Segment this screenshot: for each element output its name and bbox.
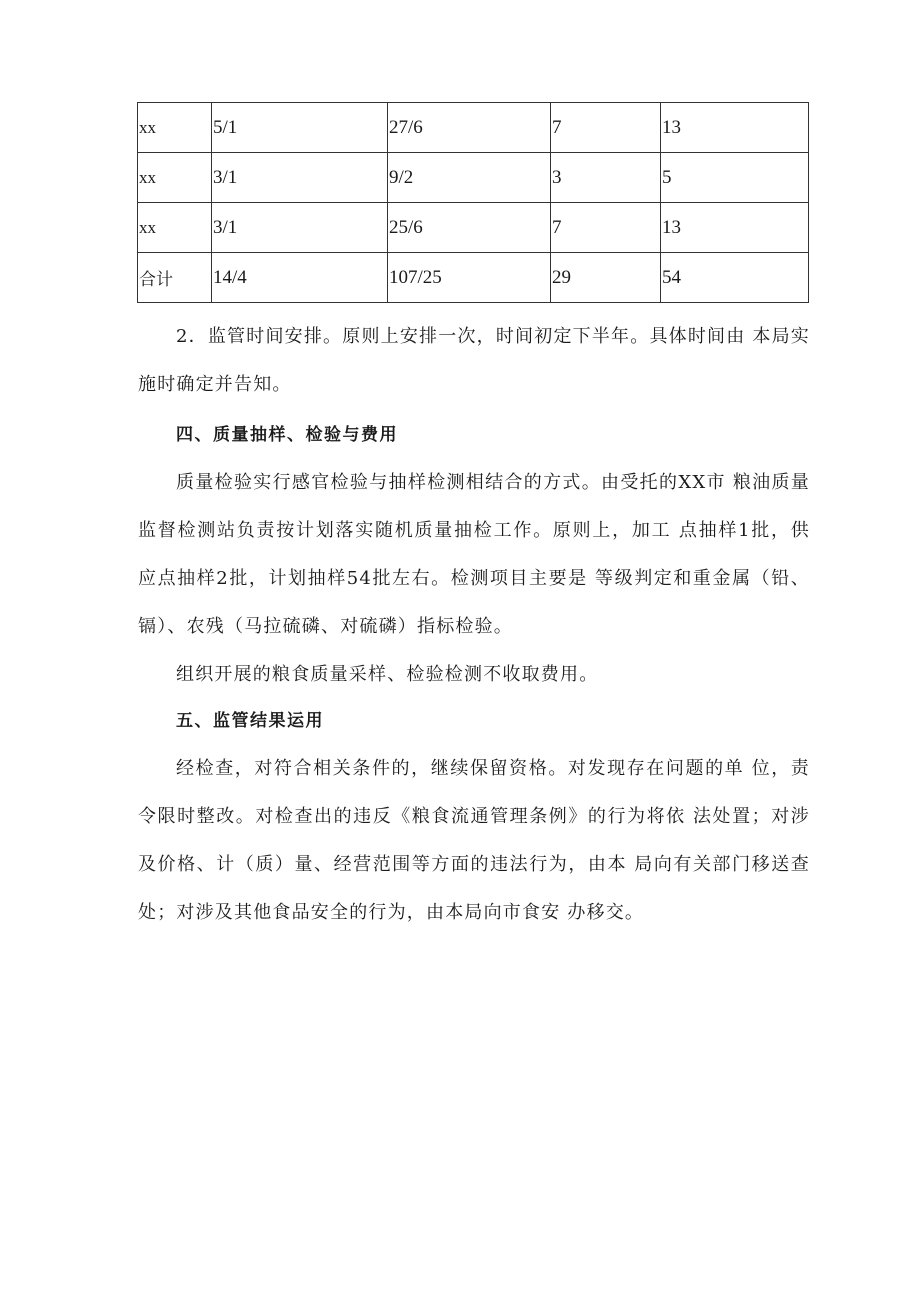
table-cell: 54 (661, 253, 809, 303)
table-row (138, 103, 809, 153)
table-cell: 13 (661, 203, 809, 253)
table-cell: 13 (661, 103, 809, 153)
table-cell: 3 (551, 153, 661, 203)
fee-paragraph: 组织开展的粮食质量采样、检验检测不收取费用。 (176, 664, 599, 685)
table-cell-unit: xx (138, 153, 212, 203)
table-cell-total-label: 合计 (138, 253, 212, 303)
section-heading-sampling: 四、质量抽样、检验与费用 (176, 425, 398, 445)
section-heading-results: 五、监管结果运用 (176, 711, 324, 731)
table-cell: 29 (551, 253, 661, 303)
timing-paragraph: 2．监管时间安排。原则上安排一次，时间初定下半年。具体时间由 本局实施时确定并告知。 (138, 326, 810, 395)
table-cell: 5/1 (212, 103, 388, 153)
table-cell-unit: xx (138, 103, 212, 153)
table-cell: 107/25 (388, 253, 551, 303)
table-cell: 14/4 (212, 253, 388, 303)
table-row (138, 203, 809, 253)
table-row (138, 153, 809, 203)
table-cell: 27/6 (388, 103, 551, 153)
table-cell: 3/1 (212, 203, 388, 253)
inspection-stats-table (137, 102, 809, 303)
table-cell: 25/6 (388, 203, 551, 253)
results-paragraph: 经检查，对符合相关条件的，继续保留资格。对发现存在问题的单 位，责令限时整改。对检查出的违反《粮食流通管理条例》的行为将依 法处置；对涉及价格、计（质）量、经营范围等方面的违法行为，由本 局向有关部门移送查处；对涉及其他食品安全的行为，由本局向市食安 办移交。 (138, 758, 810, 923)
table-cell: 3/1 (212, 153, 388, 203)
table-row-total (138, 253, 809, 303)
table-cell: 9/2 (388, 153, 551, 203)
table-cell: 5 (661, 153, 809, 203)
sampling-paragraph: 质量检验实行感官检验与抽样检测相结合的方式。由受托的XX市 粮油质量监督检测站负责按计划落实随机质量抽检工作。原则上，加工 点抽样1批，供应点抽样2批，计划抽样54批左右。检测项目主要是 等级判定和重金属（铅、镉）、农残（马拉硫磷、对硫磷）指标检验。 (138, 472, 810, 637)
table-cell-unit: xx (138, 203, 212, 253)
table-cell: 7 (551, 103, 661, 153)
table-cell: 7 (551, 203, 661, 253)
